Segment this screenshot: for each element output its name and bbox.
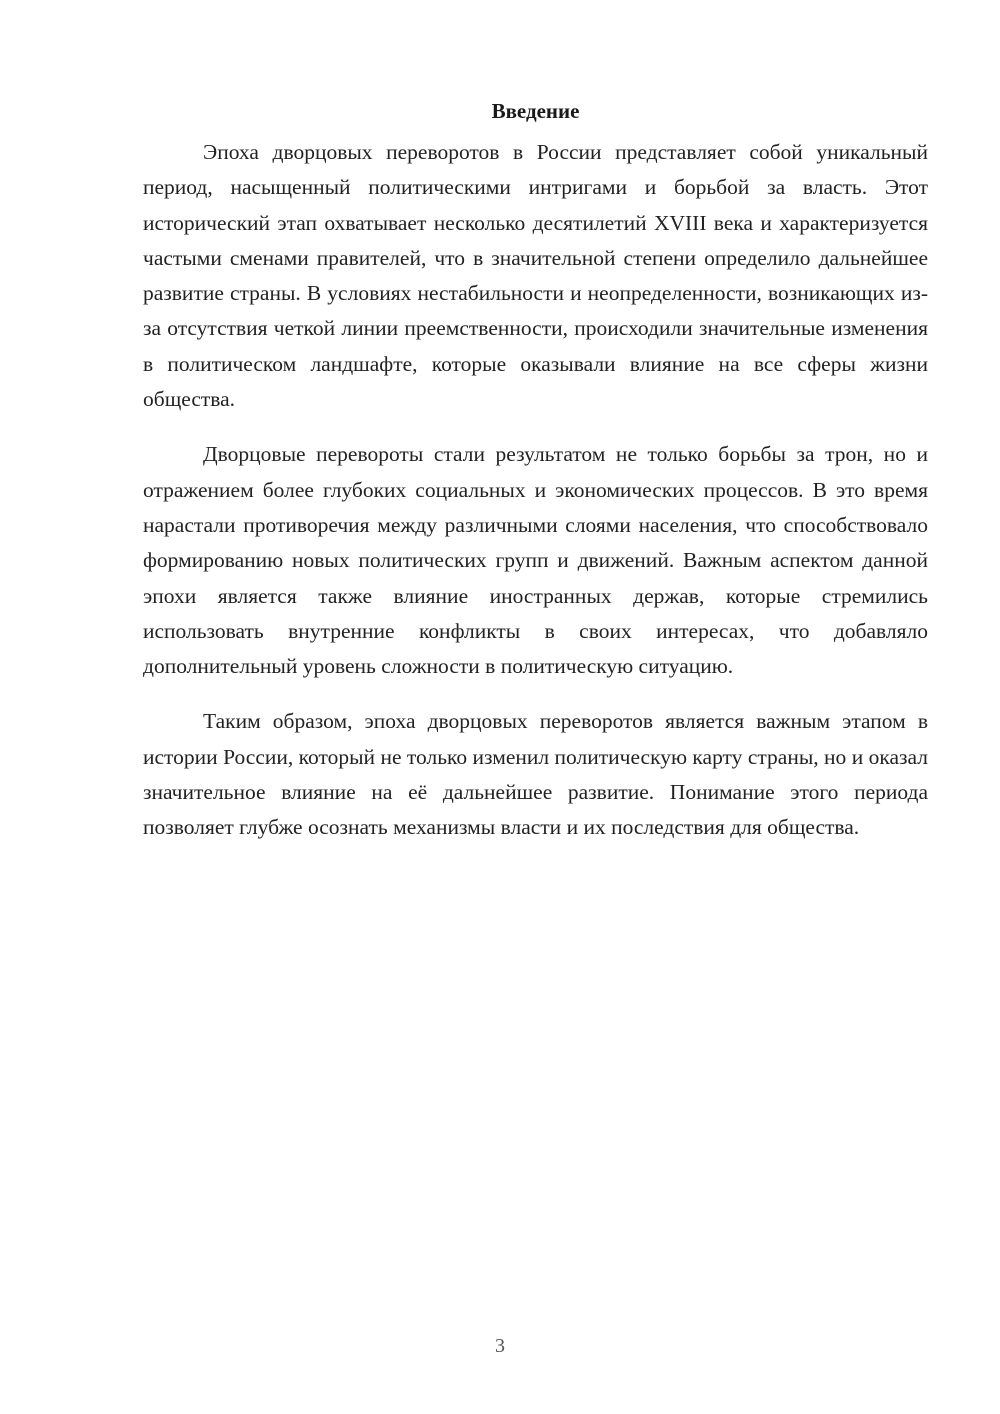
paragraph-2: Дворцовые перевороты стали результатом не только борьбы за трон, но и отражением более глубоких социальных и экономических процессов. В это время нарастали противоречия между различными слоями населения, что способствовало формированию новых политических групп и движений. Важным аспектом данной эпохи является также влияние иностранных держав, которые стремились использовать внутренние конфликты в своих интересах, что добавляло дополнительный уровень сложности в политическую ситуацию. xyxy=(143,442,928,679)
paragraph-3: Таким образом, эпоха дворцовых переворотов является важным этапом в истории России, который не только изменил политическую карту страны, но и оказал значительное влияние на её дальнейшее развитие. Понимание этого периода позволяет глубже осознать механизмы власти и их последствия для общества. xyxy=(143,709,928,840)
page-content xyxy=(143,96,928,866)
paragraph-1: Эпоха дворцовых переворотов в России представляет собой уникальный период, насыщенный политическими интригами и борьбой за власть. Этот исторический этап охватывает несколько десятилетий XVIII века и характеризуется частыми сменами правителей, что в значительной степени определило дальнейшее развитие страны. В условиях нестабильности и неопределенности, возникающих из-за отсутствия четкой линии преемственности, происходили значительные изменения в политическом ландшафте, которые оказывали влияние на все сферы жизни общества. xyxy=(143,140,928,412)
section-heading: Введение xyxy=(491,99,580,123)
page-number: 3 xyxy=(495,1335,505,1357)
